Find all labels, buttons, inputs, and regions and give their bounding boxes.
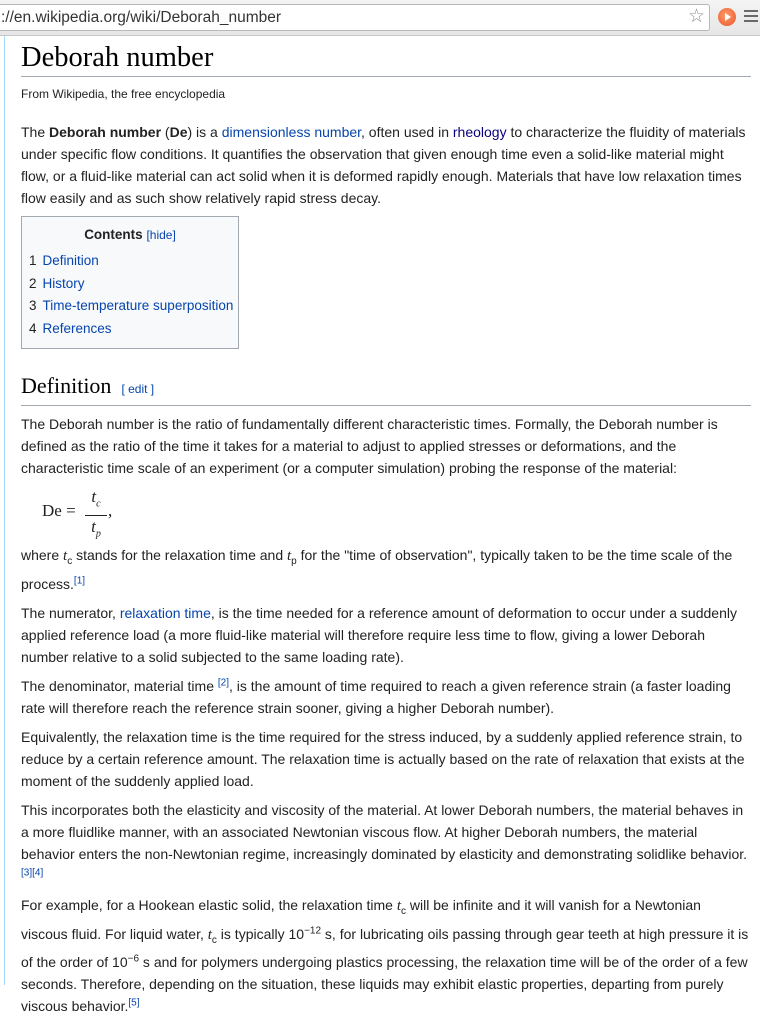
- url-text[interactable]: ://en.wikipedia.org/wiki/Deborah_number: [1, 9, 282, 26]
- table-of-contents: [21, 216, 239, 349]
- page-title: Deborah number: [21, 41, 751, 77]
- toc-link-history[interactable]: History: [42, 275, 85, 291]
- example-paragraph: For example, for a Hookean elastic solid, the relaxation time $t_c$ will be infinite and it will vanish for a Newtonian viscous fluid. For liquid water, $t_c$ is typically $10^{-12}$ s, for lubricating oils passing through gear teeth at high pressure it is of the order of $10^{-6}$ s and for polymers undergoing plastics processing, the relaxation time will be of the order of a few seconds. Therefore, depending on the situation, these liquids may exhibit elastic properties, departing from purely viscous behavior.[5]: [21, 896, 749, 1015]
- bookmark-star-icon[interactable]: ☆: [687, 6, 705, 27]
- toc-link-time-temperature[interactable]: Time-temperature superposition: [42, 298, 234, 313]
- link-dimensionless-number[interactable]: dimensionless number: [221, 124, 362, 140]
- numerator-paragraph: The numerator, relaxation time, is the time needed for a reference amount of deformation to occur under a suddenly applied reference load (a more fluid-like material will therefore require less time to flow, giving a lower Deborah number relative to a solid subjected to the same loading rate).: [21, 604, 737, 665]
- edit-section-link[interactable]: [ edit ]: [121, 382, 155, 396]
- intro-paragraph: The Deborah number (De) is a dimensionless number, often used in rheology to characterize the fluidity of materials under specific flow conditions. It quantifies the observation that given enough time even a solid-like material might flow, or a fluid-like material can act solid when it is deformed rapidly enough. Materials that have low relaxation times flow easily and as such show relatively rapid stress decay.: [21, 124, 746, 206]
- citation-link[interactable]: [3][4]: [21, 867, 44, 879]
- equivalently-paragraph: Equivalently, the relaxation time is the time required for the stress induced, by a suddenly applied reference strain, to reduce by a certain reference amount. The relaxation time is actually based on the rate of relaxation that exists at the moment of the suddenly applied load.: [21, 728, 745, 789]
- extension-icon[interactable]: [718, 8, 736, 26]
- page-border: [4, 36, 5, 985]
- toc-item[interactable]: 2 History: [29, 275, 85, 291]
- bold-term: Deborah number: [49, 124, 162, 140]
- citation-link[interactable]: [1]: [73, 575, 86, 587]
- denominator-paragraph: The denominator, material time [2], is the amount of time required to reach a given reference strain (a faster loading rate will therefore reach the reference strain sooner, giving a higher Deborah number).: [21, 677, 731, 716]
- article-content: [21, 36, 751, 1024]
- toc-item[interactable]: 1 Definition: [29, 253, 99, 268]
- link-relaxation-time[interactable]: relaxation time: [119, 604, 211, 621]
- site-tagline: From Wikipedia, the free encyclopedia: [21, 87, 226, 101]
- elasticity-paragraph: This incorporates both the elasticity and viscosity of the material. At lower Deborah numbers, the material behaves in a more fluidlike manner, with an associated Newtonian viscous flow. At higher Deborah numbers, the material behavior enters the non-Newtonian regime, increasingly dominated by elasticity and demonstrating solidlike behavior.[3][4]: [21, 801, 748, 879]
- menu-icon[interactable]: [744, 10, 758, 25]
- definition-paragraph: The Deborah number is the ratio of fundamentally different characteristic times. Formally, the Deborah number is defined as the ratio of the time it takes for a material to adjust to applied stresses or deformations, and the characteristic time scale of an experiment (or a computer simulation) probing the response of the material:: [21, 416, 718, 476]
- toc-link-definition[interactable]: Definition: [42, 253, 99, 268]
- deborah-formula: De = $t_c$ $t_p$ ,: [42, 487, 113, 540]
- citation-link[interactable]: [5]: [128, 997, 140, 1009]
- where-paragraph: where $t_c$ stands for the relaxation time and $t_p$ for the "time of observation", typically taken to be the time scale of the process.[1]: [21, 547, 733, 592]
- toc-title: Contents: [84, 227, 143, 242]
- bold-abbr: De: [169, 124, 188, 140]
- toc-item[interactable]: 4 References: [29, 320, 112, 336]
- citation-link[interactable]: [2]: [217, 677, 229, 689]
- toc-item[interactable]: 3 Time-temperature superposition: [29, 298, 234, 313]
- toc-link-references[interactable]: References: [42, 320, 112, 336]
- address-bar[interactable]: [0, 4, 710, 31]
- toc-hide-link[interactable]: [hide]: [146, 228, 176, 242]
- section-heading-definition: Definition [ edit ]: [21, 372, 751, 406]
- browser-toolbar: [0, 0, 760, 36]
- link-rheology[interactable]: rheology: [452, 124, 507, 140]
